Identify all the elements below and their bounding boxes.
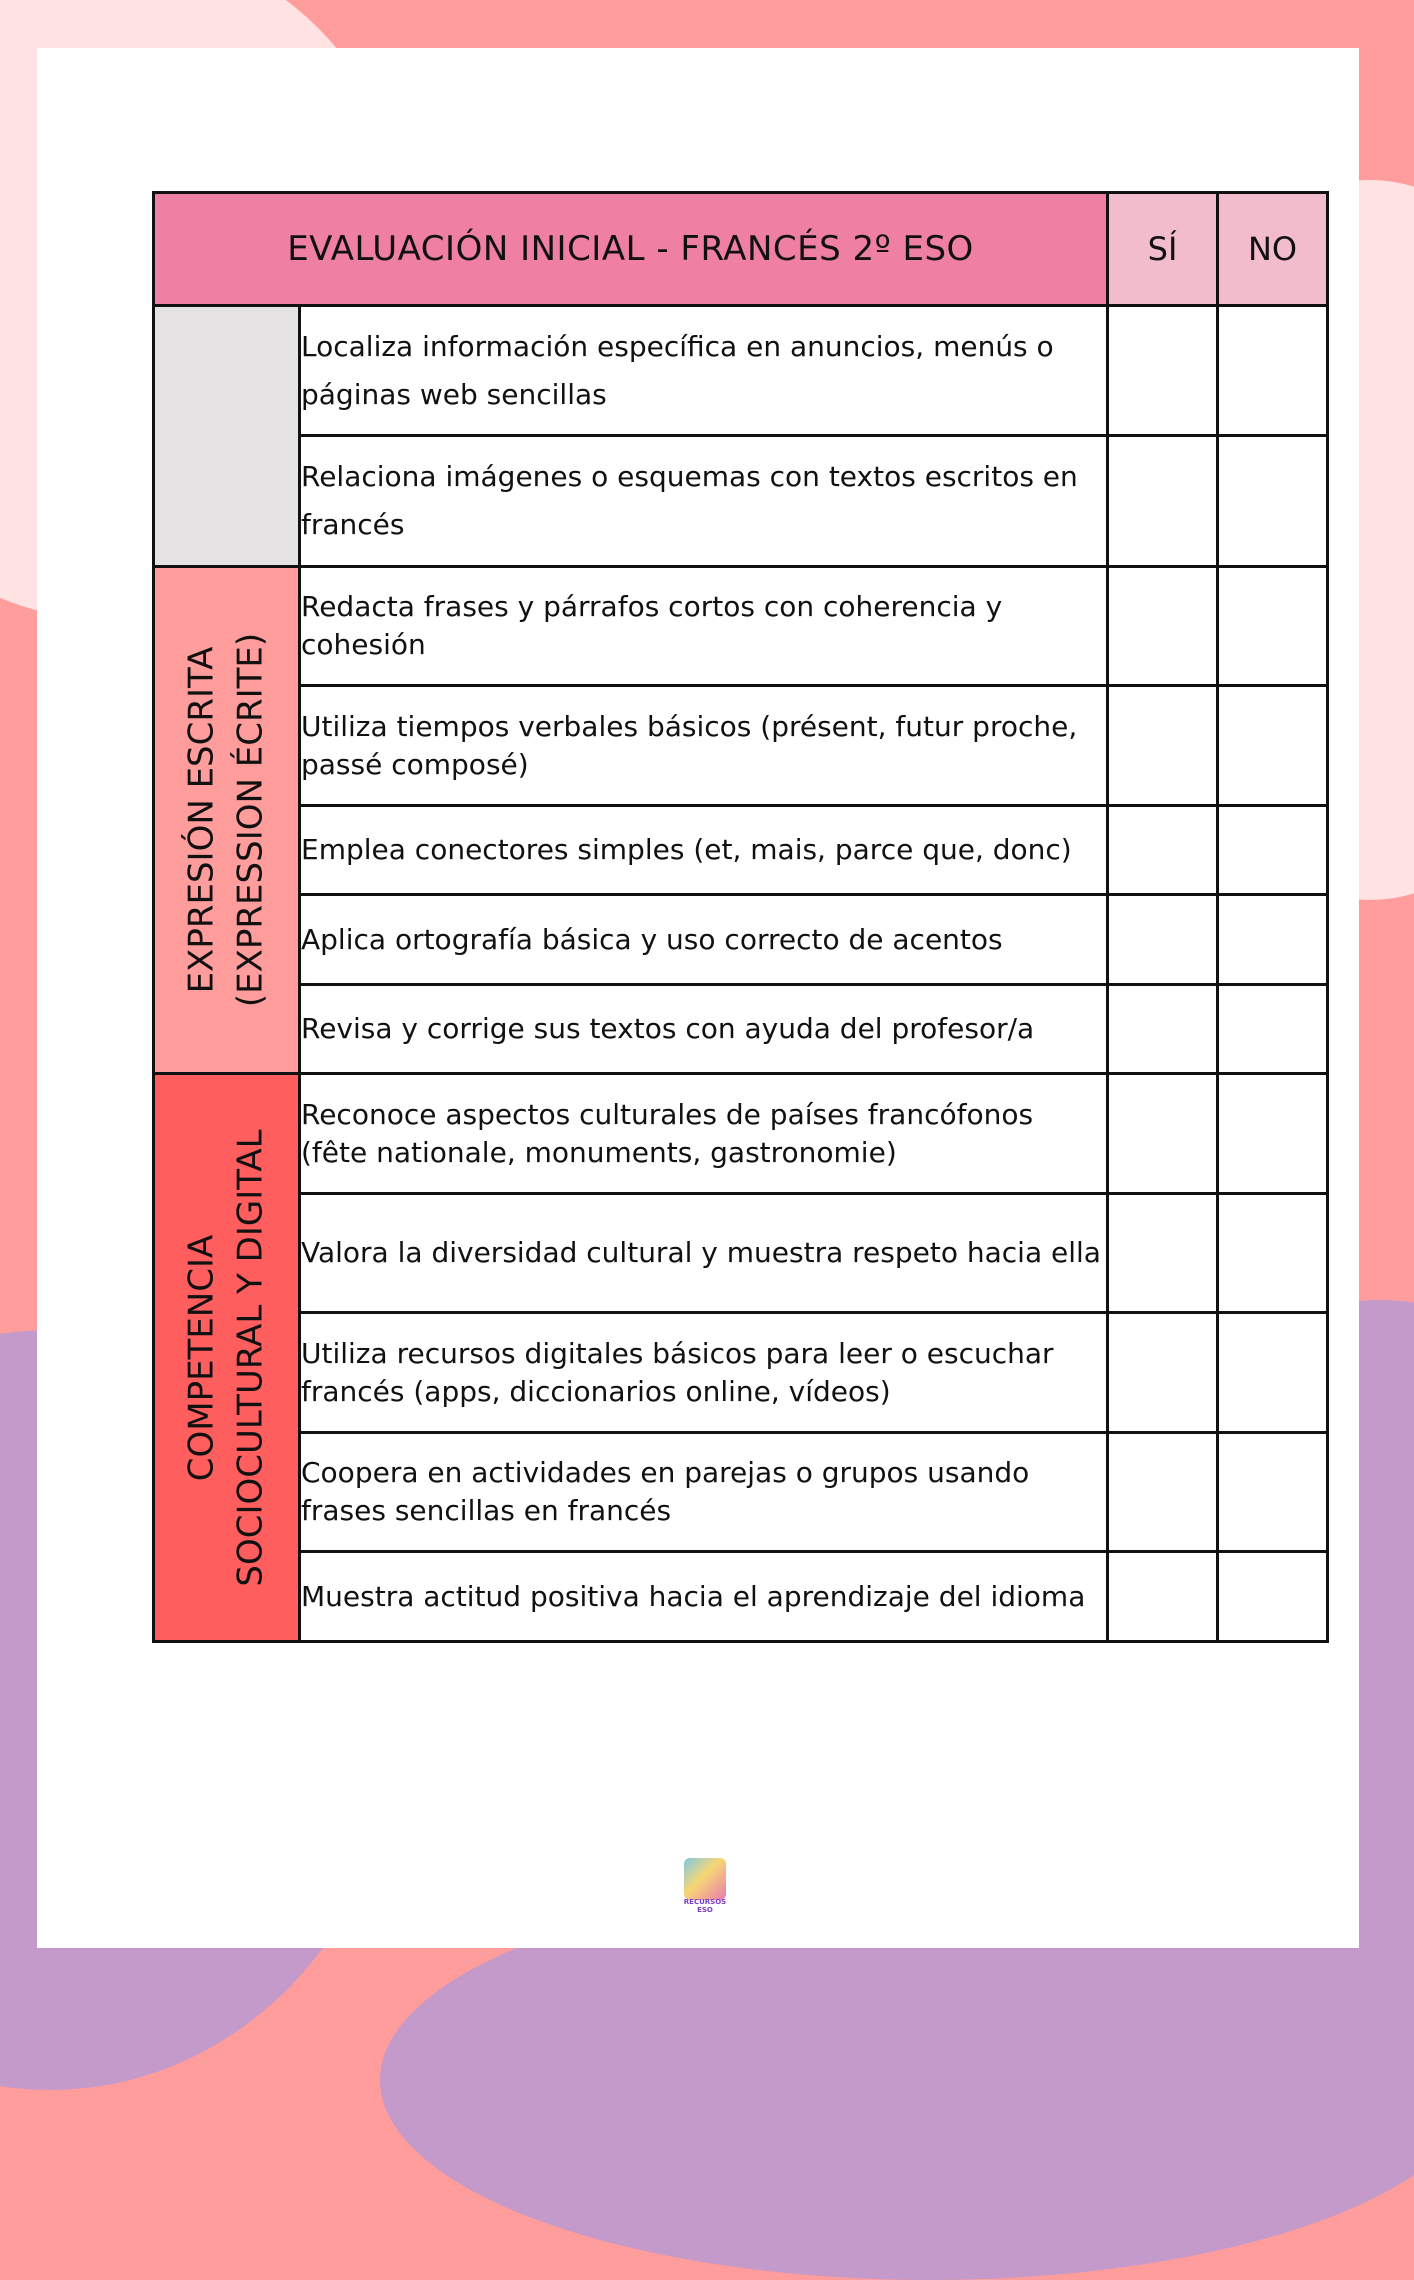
table-row — [154, 306, 1328, 436]
yes-checkbox-cell[interactable] — [1108, 1074, 1218, 1194]
yes-column-header: SÍ — [1108, 193, 1218, 306]
no-checkbox-cell[interactable] — [1218, 1313, 1328, 1433]
document-page — [37, 48, 1359, 1948]
table-row — [154, 436, 1328, 567]
yes-checkbox-cell[interactable] — [1108, 1433, 1218, 1552]
table-title: EVALUACIÓN INICIAL - FRANCÉS 2º ESO — [154, 193, 1108, 306]
category-cell-1 — [154, 306, 300, 567]
no-checkbox-cell[interactable] — [1218, 1194, 1328, 1313]
table-row — [154, 895, 1328, 985]
table-row — [154, 567, 1328, 686]
yes-checkbox-cell[interactable] — [1108, 686, 1218, 806]
table-row — [154, 1552, 1328, 1642]
category-label: EXPRESIÓN ESCRITA (EXPRESSION ÉCRITE) — [181, 632, 271, 1008]
no-checkbox-cell[interactable] — [1218, 806, 1328, 895]
yes-checkbox-cell[interactable] — [1108, 985, 1218, 1074]
criterion-text: Utiliza recursos digitales básicos para leer o escuchar francés (apps, diccionarios online, vídeos) — [300, 1313, 1108, 1433]
no-checkbox-cell[interactable] — [1218, 895, 1328, 985]
criterion-text: Redacta frases y párrafos cortos con coherencia y cohesión — [300, 567, 1108, 686]
no-checkbox-cell[interactable] — [1218, 436, 1328, 567]
category-label: COMPETENCIA SOCIOCULTURAL Y DIGITAL — [181, 1128, 271, 1587]
no-checkbox-cell[interactable] — [1218, 985, 1328, 1074]
table-row — [154, 686, 1328, 806]
yes-checkbox-cell[interactable] — [1108, 436, 1218, 567]
criterion-text: Relaciona imágenes o esquemas con textos escritos en francés — [300, 436, 1108, 567]
criterion-text: Reconoce aspectos culturales de países francófonos (fête nationale, monuments, gastronomie) — [300, 1074, 1108, 1194]
criterion-text: Aplica ortografía básica y uso correcto de acentos — [300, 895, 1108, 985]
no-column-header: NO — [1218, 193, 1328, 306]
table-header-row — [154, 193, 1328, 306]
table-row — [154, 1433, 1328, 1552]
yes-checkbox-cell[interactable] — [1108, 1552, 1218, 1642]
criterion-text: Emplea conectores simples (et, mais, parce que, donc) — [300, 806, 1108, 895]
table-row — [154, 1194, 1328, 1313]
category-cell-expresion-escrita — [154, 567, 300, 1074]
no-checkbox-cell[interactable] — [1218, 306, 1328, 436]
criterion-text: Muestra actitud positiva hacia el aprendizaje del idioma — [300, 1552, 1108, 1642]
yes-checkbox-cell[interactable] — [1108, 895, 1218, 985]
logo-text: RECURSOS ESO — [683, 1898, 727, 1914]
criterion-text: Revisa y corrige sus textos con ayuda del profesor/a — [300, 985, 1108, 1074]
category-cell-competencia — [154, 1074, 300, 1642]
table-row — [154, 985, 1328, 1074]
yes-checkbox-cell[interactable] — [1108, 567, 1218, 686]
yes-checkbox-cell[interactable] — [1108, 1313, 1218, 1433]
table-row — [154, 806, 1328, 895]
evaluation-table — [152, 191, 1329, 1643]
criterion-text: Valora la diversidad cultural y muestra respeto hacia ella — [300, 1194, 1108, 1313]
table-row — [154, 1313, 1328, 1433]
no-checkbox-cell[interactable] — [1218, 686, 1328, 806]
no-checkbox-cell[interactable] — [1218, 1433, 1328, 1552]
no-checkbox-cell[interactable] — [1218, 1074, 1328, 1194]
criterion-text: Utiliza tiempos verbales básicos (présent, futur proche, passé composé) — [300, 686, 1108, 806]
criterion-text: Localiza información específica en anuncios, menús o páginas web sencillas — [300, 306, 1108, 436]
no-checkbox-cell[interactable] — [1218, 1552, 1328, 1642]
criterion-text: Coopera en actividades en parejas o grupos usando frases sencillas en francés — [300, 1433, 1108, 1552]
recursos-eso-logo — [684, 1858, 726, 1900]
yes-checkbox-cell[interactable] — [1108, 1194, 1218, 1313]
no-checkbox-cell[interactable] — [1218, 567, 1328, 686]
yes-checkbox-cell[interactable] — [1108, 306, 1218, 436]
yes-checkbox-cell[interactable] — [1108, 806, 1218, 895]
table-row — [154, 1074, 1328, 1194]
